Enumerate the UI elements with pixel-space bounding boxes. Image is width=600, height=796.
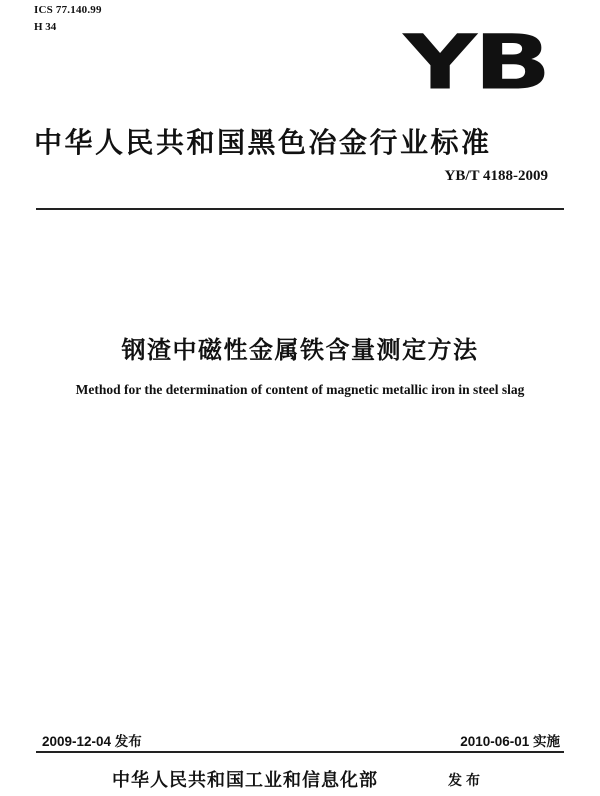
standard-title: 中华人民共和国黑色冶金行业标准 — [34, 126, 492, 159]
ics-code: ICS 77.140.99 — [34, 4, 102, 16]
yb-logo: YB — [403, 19, 548, 107]
document-title-cn: 钢渣中磁性金属铁含量测定方法 — [121, 336, 479, 364]
document-title-en: Method for the determination of content of magnetic metallic iron in steel slag — [75, 382, 525, 397]
publish-label: 发布 — [448, 773, 484, 789]
standard-code: YB/T 4188-2009 — [444, 168, 548, 184]
issuing-authority: 中华人民共和国工业和信息化部 — [112, 770, 378, 791]
issue-date: 2009-12-04 发布 — [42, 734, 142, 749]
header-divider — [36, 208, 564, 210]
implementation-date: 2010-06-01 实施 — [460, 734, 560, 749]
footer-divider — [36, 751, 564, 753]
ccs-code: H 34 — [34, 21, 57, 33]
